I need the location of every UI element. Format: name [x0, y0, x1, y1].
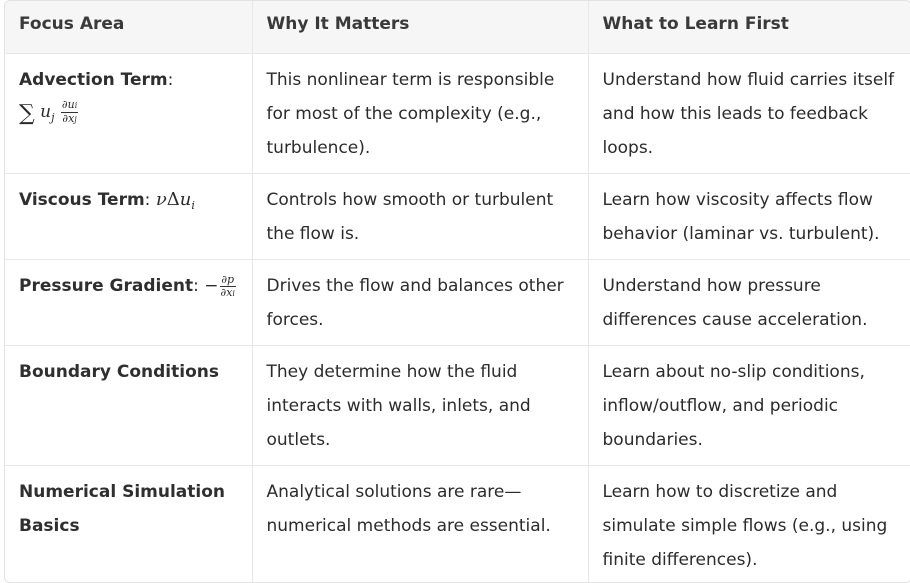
why-cell: They determine how the fluid interacts with walls, inlets, and outlets.: [252, 346, 588, 466]
table: [5, 1, 910, 583]
table-row: [5, 54, 910, 174]
why-cell: Controls how smooth or turbulent the flow is.: [252, 174, 588, 260]
focus-area-cell: Advection Term: ∑ $u_j$ $\frac{\partial ui}{\partial xj}$: [5, 54, 252, 174]
learn-cell: Learn about no-slip conditions, inflow/outflow, and periodic boundaries.: [588, 346, 910, 466]
learn-cell: Understand how pressure differences cause acceleration.: [588, 260, 910, 346]
focus-area-label: Numerical Simulation Basics: [19, 482, 226, 536]
pressure-formula: − $\frac{\partial p}{\partial xi}$: [204, 272, 235, 299]
learn-cell: Learn how viscosity affects flow behavior (laminar vs. turbulent).: [588, 174, 910, 260]
focus-area-cell: [5, 466, 252, 583]
learn-cell: Understand how fluid carries itself and how this leads to feedback loops.: [588, 54, 910, 174]
learn-cell: Learn how to discretize and simulate simple flows (e.g., using finite differences).: [602, 482, 888, 570]
table-row: [5, 346, 910, 466]
focus-area-cell: [5, 346, 252, 466]
focus-area-label: Boundary Conditions: [19, 362, 219, 382]
table-row: [5, 260, 910, 346]
table-row: [5, 174, 910, 260]
focus-area-cell: Pressure Gradient: − $\frac{\partial p}{\partial xi}$: [5, 260, 252, 346]
focus-area-label: Advection Term: [19, 70, 168, 90]
focus-table: [4, 0, 910, 583]
header-row: [5, 1, 910, 54]
viscous-formula: νΔu$_i$: [155, 189, 195, 212]
why-cell: Analytical solutions are rare—numerical methods are essential.: [252, 466, 588, 583]
focus-area-label: Viscous Term: [19, 190, 145, 210]
header-focus-area: Focus Area: [5, 1, 252, 54]
table-row: [5, 466, 910, 583]
advection-formula: ∑ $u_j$ $\frac{\partial ui}{\partial xj}$: [19, 98, 78, 126]
why-cell: Drives the flow and balances other forces.: [252, 260, 588, 346]
header-what-to-learn-first: What to Learn First: [588, 1, 910, 54]
focus-area-label: Pressure Gradient: [19, 276, 194, 296]
header-why-it-matters: Why It Matters: [252, 1, 588, 54]
focus-area-cell: Viscous Term: νΔu$_i$: [5, 174, 252, 260]
why-cell: This nonlinear term is responsible for most of the complexity (e.g., turbulence).: [252, 54, 588, 174]
